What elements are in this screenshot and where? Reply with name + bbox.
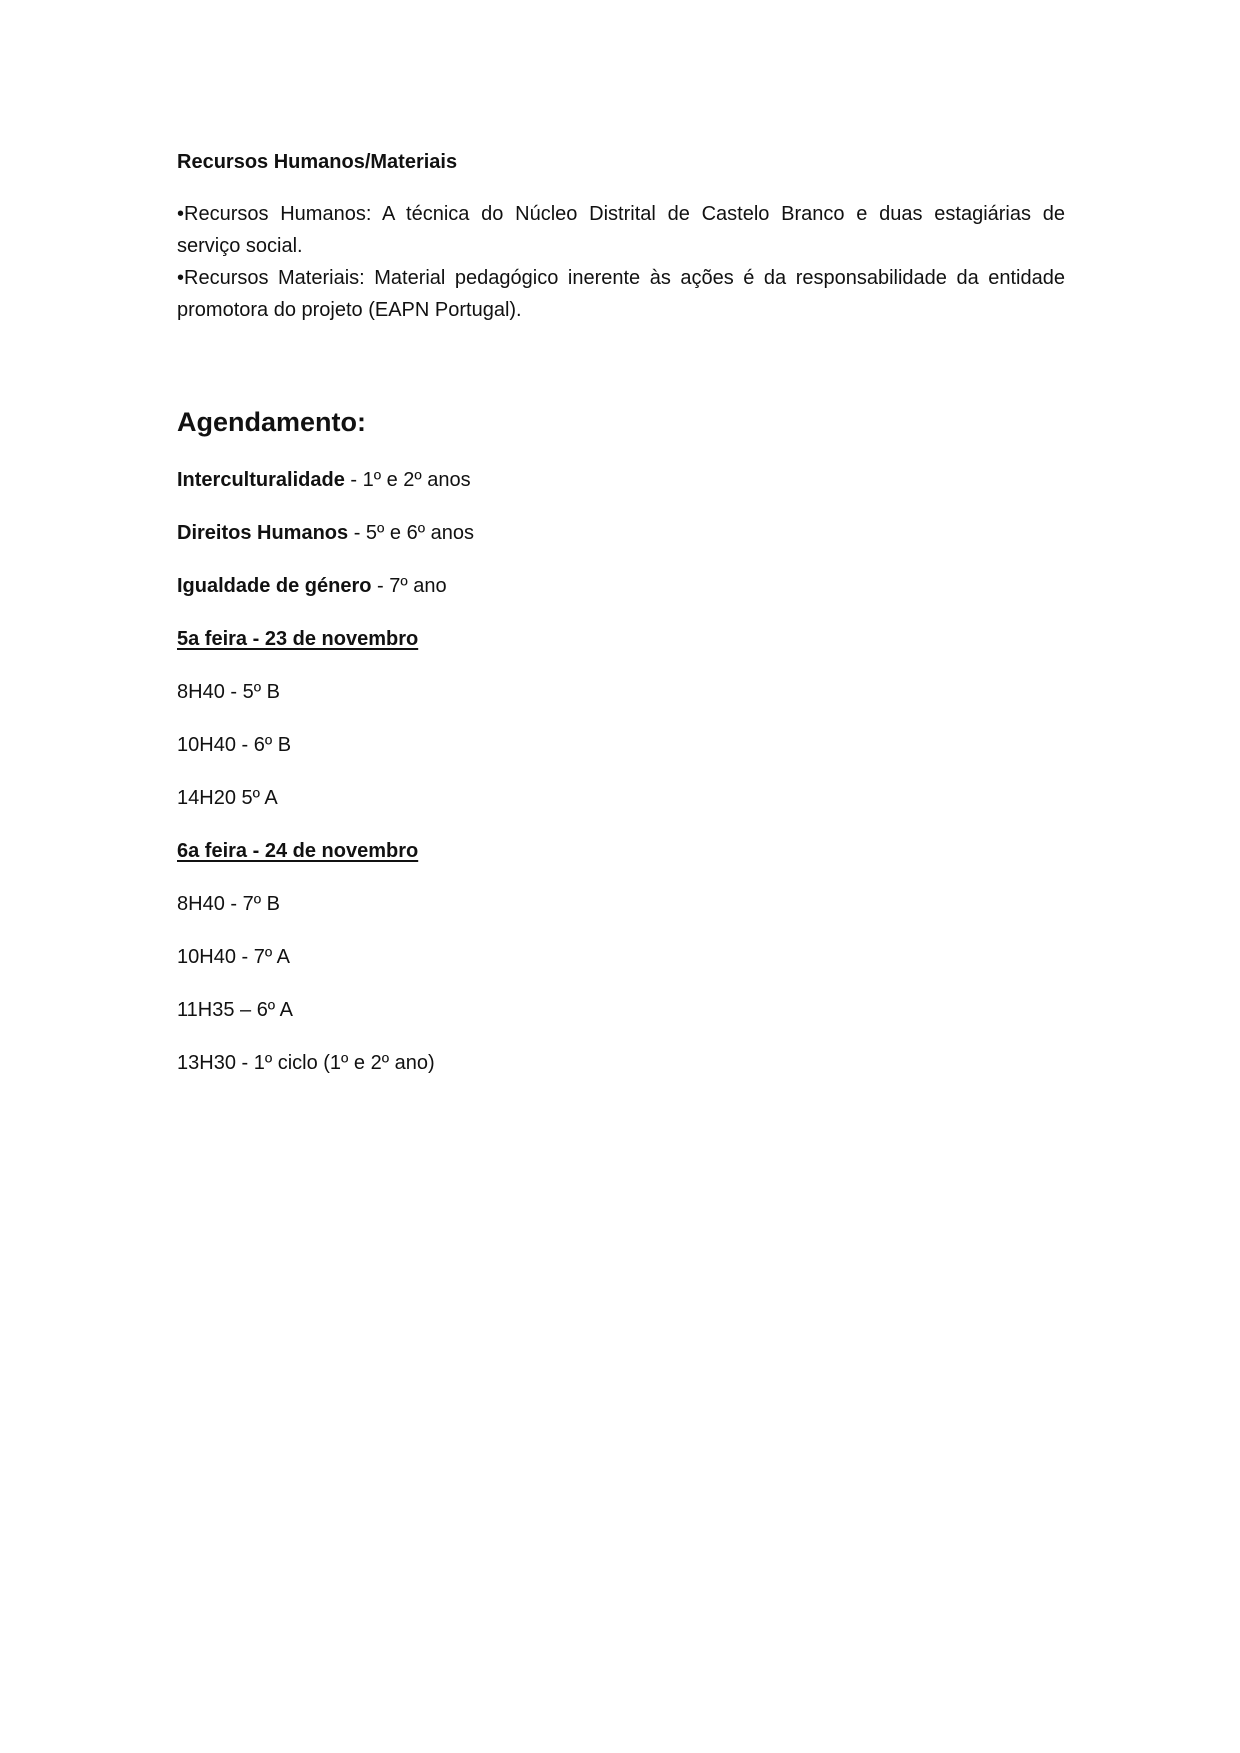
session-item: 10H40 - 6º B — [177, 734, 292, 756]
topic-item — [177, 521, 474, 545]
session-item: 8H40 - 7º B — [177, 893, 280, 915]
recursos-humanos-line-1: •Recursos Humanos: A técnica do Núcleo Distrital de Castelo Branco e duas estagiárias de — [177, 203, 1065, 225]
session-item: 10H40 - 7º A — [177, 946, 290, 968]
recursos-humanos-line-2: serviço social. — [177, 235, 303, 257]
recursos-materiais-paragraph — [177, 262, 1065, 326]
session-item: 14H20 5º A — [177, 787, 278, 809]
session-item: 11H35 – 6º A — [177, 999, 293, 1021]
topic-item — [177, 468, 471, 492]
topic-detail: - 7º ano — [371, 575, 447, 597]
topic-detail: - 1º e 2º anos — [344, 469, 471, 491]
day-heading: 5a feira - 23 de novembro — [177, 628, 419, 650]
topic-detail: - 5º e 6º anos — [348, 522, 474, 544]
session-item: 8H40 - 5º B — [177, 681, 280, 703]
agendamento-heading: Agendamento: — [177, 407, 366, 437]
topic-item — [177, 574, 447, 598]
recursos-materiais-line-1: •Recursos Materiais: Material pedagógico inerente às ações é da responsabilidade da entidade — [177, 267, 1065, 289]
session-item: 13H30 - 1º ciclo (1º e 2º ano) — [177, 1052, 435, 1074]
section-title: Recursos Humanos/Materiais — [177, 151, 458, 173]
day-heading: 6a feira - 24 de novembro — [177, 840, 419, 862]
recursos-humanos-paragraph — [177, 198, 1065, 262]
recursos-materiais-line-2: promotora do projeto (EAPN Portugal). — [177, 299, 522, 321]
topic-name: Direitos Humanos — [177, 522, 349, 544]
topic-name: Interculturalidade — [177, 469, 345, 491]
topic-name: Igualdade de género — [177, 575, 372, 597]
